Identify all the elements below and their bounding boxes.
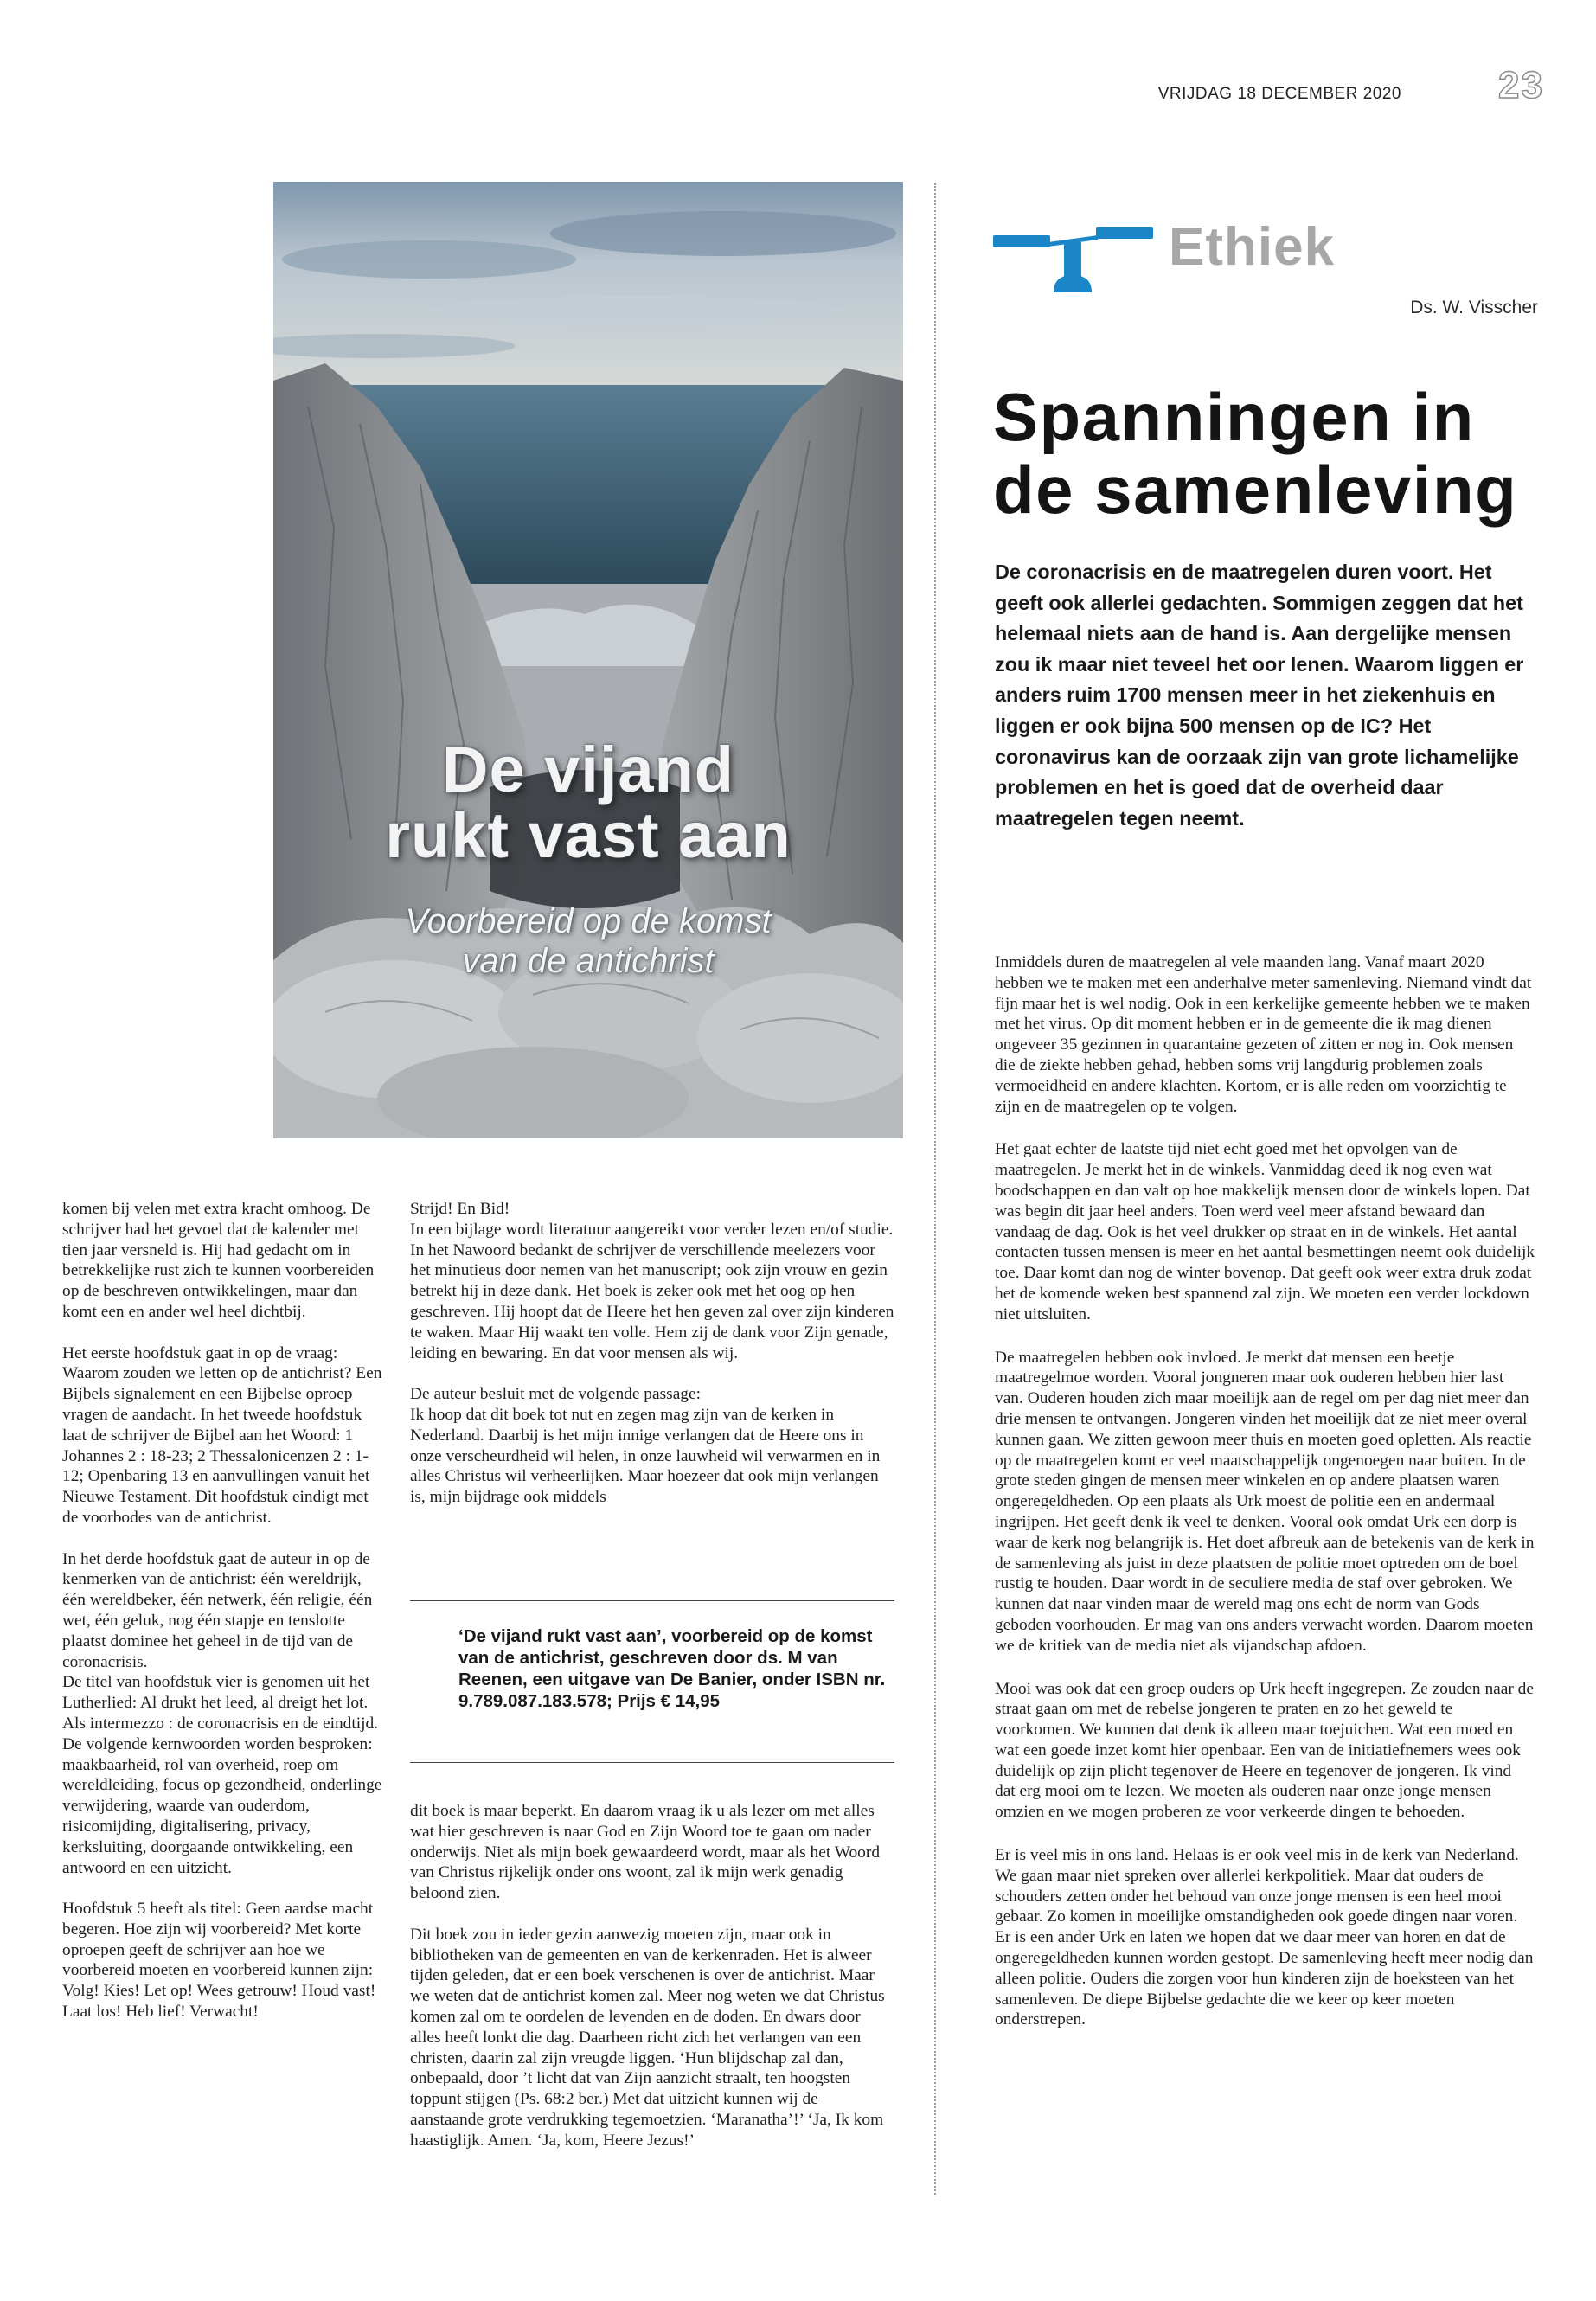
article-headline: Spanningen in de samenleving	[993, 379, 1518, 528]
review-paragraph: dit boek is maar beperkt. En daarom vraag ik u als lezer om met alles wat hier geschreven is naar God en Zijn Woord toe te gaan om nader onderwijs. Niet als mijn boek gewaardeerd wordt, maar als het Woord van Christus rijkelijk onder ons woont, zal ik mijn werk genadig beloond zien.	[410, 1802, 881, 1903]
review-paragraph: Ik hoop dat dit boek tot nut en zegen mag zijn van de kerken in Nederland. Daarbij is het mijn innige verlangen dat de Heere ons in onze verscheurdheid wil helen, in onze lauwheid wil verwarmen en in alles Christus wil verheerlijken. Maar hoezeer dat ook mijn verlangen is, mijn bijdrage ook middels	[410, 1405, 881, 1507]
article-paragraph: Het gaat echter de laatste tijd niet echt goed met het opvolgen van de maatregelen. Je merkt het in de winkels. Vanmiddag deed ik nog even wat boodschappen en dan valt op hoe makkelijk mensen door de winkels lopen. Dat was begin dit jaar heel anders. Toen werd veel meer afstand bewaard dan vandaag de dag. Ook is het veel drukker op straat en in de winkels. Het aantal contacten tussen mensen is meer en het aantal besmettingen neemt ook duidelijk toe. Daar komt dan nog de winter bovenop. Dat geeft ook weer extra druk zodat het de komende weken best spannend zal zijn. We moeten een verder lockdown niet uitsluiten.	[995, 1140, 1535, 1324]
review-paragraph: In een bijlage wordt literatuur aangereikt voor verder lezen en/of studie.	[410, 1220, 894, 1239]
review-paragraph: De auteur besluit met de volgende passage:	[410, 1385, 701, 1404]
review-paragraph: In het Nawoord bedankt de schrijver de verschillende meelezers voor het minutieus door nemen van het manuscript; ook zijn vrouw en gezin betrekt hij in deze dank. Het boek is zeker ook met het oog op hen geschreven. Hij hoopt dat de Heere het hen geven zal over zijn kinderen te waken. Maar Hij waakt ten volle. Hem zij de dank voor Zijn genade, leiding en bewaring. En dat voor mensen als wij.	[410, 1240, 894, 1362]
review-paragraph: Het eerste hoofdstuk gaat in op de vraag: Waarom zouden we letten op de antichrist? Een Bijbels signalement en een Bijbelse oproep vragen de aandacht. In het tweede hoofdstuk laat de schrijver de Bijbel aan het Woord: 1 Johannes 2 : 18-23; 2 Thessalonicenzen 2 : 1-12; Openbaring 13 en aanvullingen vanuit het Nieuwe Testament. Dit hoofdstuk eindigt met de voorbodes van de antichrist.	[62, 1343, 382, 1527]
review-column-1	[62, 1199, 382, 2043]
book-cover-illustration	[273, 182, 903, 1138]
review-paragraph: komen bij velen met extra kracht omhoog. De schrijver had het gevoel dat de kalender met tien jaar versneld is. Hij had gedacht om in betrekkelijke rust zich te kunnen voorbereiden op de beschreven ontwikkelingen, maar dan komt een en ander wel heel dichtbij.	[62, 1200, 375, 1321]
book-cover-image	[273, 182, 903, 1138]
article-body-column	[995, 952, 1535, 2053]
scales-icon	[993, 216, 1153, 292]
review-column-2-bottom	[410, 1801, 894, 2151]
cover-subtitle-line-1: Voorbereid op de komst	[405, 902, 772, 940]
cover-subtitle-line-2: van de antichrist	[462, 942, 715, 980]
article-paragraph: Inmiddels duren de maatregelen al vele maanden lang. Vanaf maart 2020 hebben we te maken met een anderhalve meter samenleving. Niemand vindt dat fijn maar het is wel nodig. Ook in een kerkelijke gemeente hebben we te maken met het virus. Op dit moment hebben er in de gemeente die ik mag dienen ongeveer 35 gezinnen in quarantaine gezeten of zitten er nog in. Ook mensen die de ziekte hebben gehad, hebben soms vrij langdurig problemen zoals vermoeidheid en andere klachten. Kortom, er is alle reden om voorzichtig te zijn en de maatregelen op te volgen.	[995, 953, 1532, 1116]
book-info-box: ‘De vijand rukt vast aan’, voorbereid op de komst van de antichrist, geschreven door ds. M van Reenen, een uitgave van De Banier, onder ISBN nr. 9.789.087.183.578; Prijs € 14,95	[410, 1600, 894, 1763]
section-header	[993, 216, 1547, 329]
review-paragraph: Hoofdstuk 5 heeft als titel: Geen aardse macht begeren. Hoe zijn wij voorbereid? Met korte oproepen geeft de schrijver aan hoe we voorbereid moeten en voorbereid kunnen zijn: Volg! Kies! Let op! Wees getrouw! Houd vast! Laat los! Heb lief! Verwacht!	[62, 1900, 376, 2022]
column-divider	[934, 183, 936, 2195]
article-paragraph: De maatregelen hebben ook invloed. Je merkt dat mensen een beetje maatregelmoe worden. Vooral jongneren maar ook ouderen hebben hier last van. Ouderen houden zich maar moeilijk aan de regel om per dag niet meer dan drie mensen te ontvangen. Jongeren vinden het moeilijk dat ze niet meer overal kunnen gaan. We zitten gewoon meer thuis en moeten goed opletten. Als reactie op de maatregelen komt er veel maatschappelijk ongenoegen naar buiten. In de grote steden gingen de mensen meer winkelen en op andere plaatsen waren ongeregeldheden. Op een plaats als Urk moest de politie een en andermaal ingrijpen. Het geeft denk ik veel te denken. Vooral ook omdat Urk een dorp is waar de kerk nog belangrijk is. Het doet afbreuk aan de betekenis van de kerk in de samenleving als juist in deze plaatsten de politie moet optreden om de boel rustig te houden. Daar wordt in de seculiere media de staf over gebroken. We kunnen dat naar vinden maar de wereld mag ons echt de norm van Gods geboden voorhouden. Er mag van ons anders verwacht worden. Daarom moeten we de kritiek van de media niet als vijandschap afdoen.	[995, 1348, 1535, 1655]
cover-title-line-2: rukt vast aan	[385, 799, 792, 871]
review-paragraph: De titel van hoofdstuk vier is genomen uit het Lutherlied: Al drukt het leed, al dreigt het lot. Als intermezzo : de coronacrisis en de eindtijd. De volgende kernwoorden worden besproken: maakbaarheid, rol van overheid, roep om wereldleiding, focus op gezondheid, onderlinge verwijdering, waarde van ouderdom, risicomijding, digitalisering, privacy, kerksluiting, doorgaande ontwikkeling, een antwoord en een uitzicht.	[62, 1673, 382, 1877]
article-author: Ds. W. Visscher	[1410, 298, 1538, 317]
article-intro: De coronacrisis en de maatregelen duren voort. Het geeft ook allerlei gedachten. Sommigen zeggen dat het helemaal niets aan de hand is. Aan dergelijke mensen zou ik maar niet teveel het oor lenen. Waarom liggen er anders ruim 1700 mensen meer in het ziekenhuis en liggen er ook bijna 500 mensen op de IC? Het coronavirus kan de oorzaak zijn van grote lichamelijke problemen en het is goed dat de overheid daar maatregelen tegen neemt.	[995, 561, 1524, 830]
article-paragraph: Er is veel mis in ons land. Helaas is er ook veel mis in de kerk van Nederland. We gaan maar niet spreken over allerlei kerkpolitiek. Maar dat ouders de schouders zetten onder het behoud van onze jonge mensen is een heel mooi gebaar. Zo komen in moeilijke omstandigheden ook goede dingen naar voren. Er is een ander Urk en laten we hopen dat we daar meer van horen en dat de ongeregeldheden kunnen worden gestopt. De samenleving heeft meer nodig dan alleen politie. Ouders die zorgen voor hun kinderen zijn de hoeksteen van het samenleven. De diepe Bijbelse gedachte die we keer op keer moeten onderstrepen.	[995, 1846, 1534, 2029]
review-column-2-top	[410, 1199, 894, 1508]
page-number: 23	[1498, 64, 1544, 106]
article-paragraph: Mooi was ook dat een groep ouders op Urk heeft ingegrepen. Ze zouden naar de straat gaan om met de rebelse jongeren te praten en zo het geweld te voorkomen. We kunnen dat denk ik alleen maar toejuichen. Wat een moed en wat een goede inzet komt hier openbaar. Een van de initiatiefnemers wees ook duidelijk op zijn plicht tegenover de Heere en tegenover de jongeren. Ik vind dat erg mooi om te lezen. We moeten als ouderen naar onze jonge mensen omzien en we mogen proberen ze voor verkeerde dingen te behoeden.	[995, 1679, 1534, 1822]
review-paragraph: In het derde hoofdstuk gaat de auteur in op de kenmerken van de antichrist: één wereldrijk, één wereldbeker, één netwerk, één religie, één wet, één geluk, nog één stapje en tenslotte plaatst dominee het geheel in de tijd van de coronacrisis.	[62, 1549, 373, 1671]
issue-date: VRIJDAG 18 DECEMBER 2020	[1157, 85, 1401, 103]
review-paragraph: Dit boek zou in ieder gezin aanwezig moeten zijn, maar ook in bibliotheken van de gemeenten en van de kerkenraden. Het is alweer tijden geleden, dat er een boek verschenen is over de antichrist. Maar we weten dat de antichrist komen zal. Meer nog weten we dat Christus komen zal om te oordelen de levenden en de doden. En dwars door alles heeft lonkt die dag. Daarheen richt zich het verlangen van een christen, daarin zal zijn vreugde liggen. ‘Hun blijdschap zal dan, onbepaald, door ’t licht dat van Zijn aanzicht straalt, ten hoogsten toppunt stijgen (Ps. 68:2 ber.) Met dat uitzicht kunnen wij de aanstaande grote verdrukking tegemoetzien. ‘Maranatha’!’ ‘Ja, Ik kom haastiglijk. Amen. ‘Ja, kom, Heere Jezus!’	[410, 1925, 885, 2150]
cover-title-line-1: De vijand	[442, 734, 734, 805]
review-paragraph: Strijd! En Bid!	[410, 1200, 510, 1218]
section-title: Ethiek	[1169, 217, 1336, 277]
